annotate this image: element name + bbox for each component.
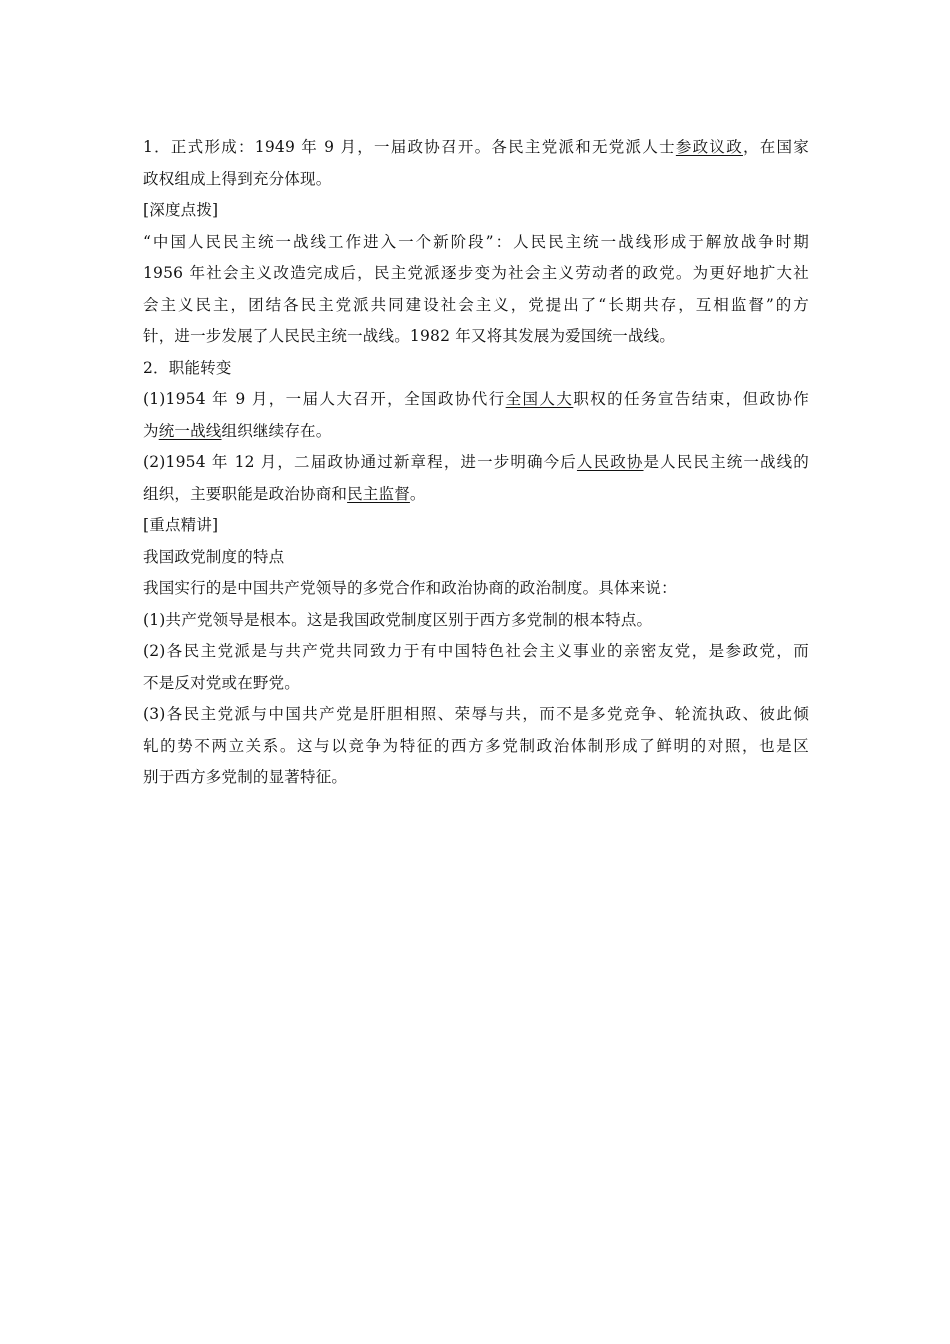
key-tag: [重点精讲] [143, 516, 219, 534]
deep-line-1: “中国人民民主统一战线工作进入一个新阶段”：人民民主统一战线形成于解放战争时期 [143, 232, 809, 251]
document-page [143, 132, 809, 794]
underlined-answer: 人民政协 [576, 453, 644, 471]
text: 为 [143, 421, 159, 440]
key-point-3-line-1: (3)各民主党派与中国共产党是肝胆相照、荣辱与共，而不是多党竞争、轮流执政、彼此倾 [143, 705, 809, 723]
text: 职权的任务宣告结束，但政协作 [573, 390, 809, 408]
section-2-item-2-line-1 [143, 447, 809, 479]
text: ，在国家 [742, 138, 809, 156]
text: (1)1954 年 9 月，一届人大召开，全国政协代行 [143, 390, 506, 408]
key-point-1: (1)共产党领导是根本。这是我国政党制度区别于西方多党制的根本特点。 [143, 610, 653, 629]
section-2-item-1-line-2 [143, 416, 809, 448]
deep-tag: [深度点拨] [143, 201, 219, 219]
section-2-item-2-line-2 [143, 479, 809, 511]
text: 。 [409, 484, 426, 503]
section-2-item-1-line-1 [143, 384, 809, 416]
key-point-3-line-3: 别于西方多党制的显著特征。 [143, 768, 348, 786]
key-point-3-line-2: 轧的势不两立关系。这与以竞争为特征的西方多党制政治体制形成了鲜明的对照，也是区 [143, 736, 809, 755]
key-point-2-line-2: 不是反对党或在野党。 [143, 673, 301, 692]
text: 组织继续存在。 [221, 421, 332, 440]
key-point-2-line-1: (2)各民主党派是与共产党共同致力于有中国特色社会主义事业的亲密友党，是参政党，而 [143, 642, 809, 660]
underlined-answer: 统一战线 [158, 421, 222, 440]
deep-line-4: 针，进一步发展了人民民主统一战线。1982 年又将其发展为爱国统一战线。 [143, 327, 676, 345]
underlined-answer: 参政议政 [675, 138, 743, 156]
section-2-title: 2．职能转变 [143, 358, 232, 377]
underlined-answer: 全国人大 [505, 390, 574, 408]
deep-line-2: 1956 年社会主义改造完成后，民主党派逐步变为社会主义劳动者的政党。为更好地扩大社 [143, 264, 809, 282]
section-1-line-2: 政权组成上得到充分体现。 [143, 169, 332, 188]
text: 组织，主要职能是政治协商和 [143, 484, 348, 503]
underlined-answer: 民主监督 [347, 484, 410, 503]
text: 是人民民主统一战线的 [643, 453, 809, 471]
key-title: 我国政党制度的特点 [143, 547, 285, 566]
text: 1．正式形成：1949 年 9 月，一届政协召开。各民主党派和无党派人士 [143, 138, 676, 156]
text: (2)1954 年 12 月，二届政协通过新章程，进一步明确今后 [143, 453, 577, 471]
key-intro: 我国实行的是中国共产党领导的多党合作和政治协商的政治制度。具体来说： [143, 579, 677, 597]
section-1-line-1 [143, 132, 809, 164]
deep-line-3: 会主义民主，团结各民主党派共同建设社会主义，党提出了“长期共存，互相监督”的方 [143, 295, 809, 314]
